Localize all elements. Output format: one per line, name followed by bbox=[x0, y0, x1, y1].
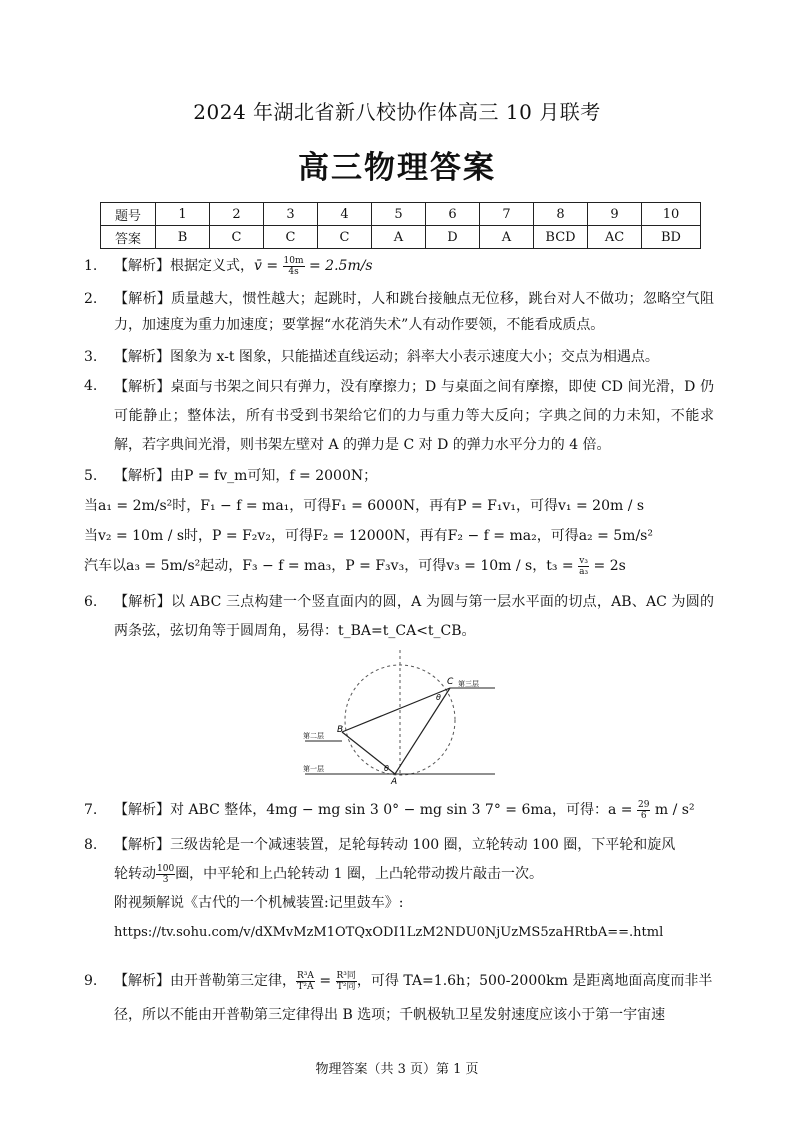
item-text: 【解析】图象为 x-t 图象，只能描述直线运动；斜率大小表示速度大小；交点为相遇点。 bbox=[114, 349, 659, 365]
answer-cell: AC bbox=[588, 226, 642, 249]
explanation-item-3 bbox=[84, 344, 714, 370]
item-text: 【解析】根据定义式， bbox=[114, 258, 254, 274]
table-header-cell: 答案 bbox=[101, 226, 156, 249]
item-text: = bbox=[314, 973, 336, 989]
answer-cell: C bbox=[210, 226, 264, 249]
denominator: T²同 bbox=[336, 981, 356, 992]
answer-table bbox=[100, 202, 701, 249]
page-footer: 物理答案（共 3 页）第 1 页 bbox=[315, 1062, 479, 1077]
formula: = 2.5m/s bbox=[304, 258, 373, 274]
video-link[interactable]: https://tv.sohu.com/v/dXMvMzM1OTQxODI1LzM2NDU0NjUzMS5zaHRtbA==.html bbox=[114, 925, 664, 940]
numerator: R³同 bbox=[336, 970, 356, 981]
item-number: 4. bbox=[84, 378, 98, 394]
explanation-item-5 bbox=[84, 461, 714, 581]
item-number: 2. bbox=[84, 291, 98, 307]
item-text: 当v₂ = 10m / s时，P = F₂v₂，可得F₂ = 12000N，再有F₂ − f = ma₂，可得a₂ = 5m/s² bbox=[84, 528, 653, 544]
denominator: a₃ bbox=[579, 566, 589, 577]
item-text: 附视频解说《古代的一个机械装置:记里鼓车》: bbox=[114, 895, 404, 911]
item-text: 径，所以不能由开普勒第三定律得出 B 选项；千帆极轨卫星发射速度应该小于第一宇宙速 bbox=[114, 1007, 666, 1023]
item-number: 5. bbox=[84, 468, 98, 484]
fraction bbox=[156, 864, 175, 885]
answer-cell: D bbox=[426, 226, 480, 249]
item-number: 3. bbox=[84, 349, 98, 365]
item-text: 【解析】由P = fv_m可知，f = 2000N； bbox=[114, 468, 378, 484]
question-number-cell: 1 bbox=[156, 203, 210, 226]
question-number-cell: 8 bbox=[534, 203, 588, 226]
item-text: 【解析】桌面与书架之间只有弹力，没有摩擦力；D 与桌面之间有摩擦，即使 CD 间光滑，D 仍可能静止；整体法，所有书受到书架给它们的力与重力等大反向；字典之间的力未知，不能求解，若字典间光滑，则书架左壁对 A 的弹力是 C 对 D 的弹力水平分力的 4 倍。 bbox=[114, 379, 714, 453]
numerator: v₃ bbox=[579, 555, 588, 566]
layer3-label: 第三层 bbox=[458, 680, 479, 688]
document-subtitle: 高三物理答案 bbox=[298, 150, 496, 186]
item-text: 汽车以a₃ = 5m/s²起动，F₃ − f = ma₃，P = F₃v₃，可得v₃ = 10m / s，t₃ = bbox=[84, 558, 579, 574]
question-number-cell: 2 bbox=[210, 203, 264, 226]
table-header-cell: 题号 bbox=[101, 203, 156, 226]
theta-label: θ bbox=[436, 693, 441, 702]
explanation-item-8 bbox=[84, 831, 714, 947]
explanation-item-7 bbox=[84, 797, 714, 823]
fraction bbox=[578, 556, 589, 577]
item-number: 6. bbox=[84, 594, 98, 610]
item-number: 7. bbox=[84, 802, 98, 818]
explanation-item-1 bbox=[84, 253, 714, 279]
item-text: = 2s bbox=[589, 558, 626, 574]
answer-cell: A bbox=[480, 226, 534, 249]
explanation-item-2 bbox=[84, 286, 714, 338]
question-number-cell: 3 bbox=[264, 203, 318, 226]
answer-row bbox=[101, 226, 701, 249]
explanation-item-9 bbox=[84, 964, 714, 1032]
denominator: 6 bbox=[640, 810, 647, 821]
denominator: 3 bbox=[162, 874, 169, 885]
chord-ca bbox=[395, 688, 450, 774]
layer1-label: 第一层 bbox=[303, 765, 324, 773]
item-number: 8. bbox=[84, 837, 98, 853]
fraction bbox=[296, 971, 315, 992]
numerator: R³A bbox=[297, 970, 314, 981]
question-number-cell: 5 bbox=[372, 203, 426, 226]
item-number: 9. bbox=[84, 973, 98, 989]
point-a-label: A bbox=[391, 777, 398, 785]
denominator: T²A bbox=[297, 981, 314, 992]
question-number-row bbox=[101, 203, 701, 226]
explanation-item-6 bbox=[84, 588, 714, 646]
point-c-label: C bbox=[447, 677, 454, 687]
answer-cell: B bbox=[156, 226, 210, 249]
item-text: ，可得 TA=1.6h；500-2000km 是距离地面高度而非半 bbox=[356, 973, 713, 989]
item-text: 当a₁ = 2m/s²时，F₁ − f = ma₁，可得F₁ = 6000N，再有P = F₁v₁，可得v₁ = 20m / s bbox=[84, 498, 645, 514]
fraction bbox=[637, 800, 650, 821]
item-text: m / s² bbox=[650, 802, 695, 818]
fraction bbox=[283, 256, 305, 277]
item-text: 圈，中平轮和上凸轮转动 1 圈，上凸轮带动拨片敲击一次。 bbox=[175, 866, 543, 882]
numerator: 100 bbox=[157, 863, 175, 874]
question-number-cell: 10 bbox=[642, 203, 701, 226]
denominator: 4s bbox=[288, 266, 299, 277]
answer-cell: C bbox=[264, 226, 318, 249]
numerator: 29 bbox=[637, 799, 650, 810]
explanation-item-4 bbox=[84, 373, 714, 460]
answer-cell: BCD bbox=[534, 226, 588, 249]
fraction bbox=[336, 971, 357, 992]
chord-bc bbox=[342, 688, 450, 732]
item-text: 【解析】质量越大，惯性越大；起跳时，人和跳台接触点无位移，跳台对人不做功；忽略空气阻力，加速度为重力加速度；要掌握“水花消失术”人有动作要领，不能看成质点。 bbox=[114, 291, 714, 333]
formula: v̄ = bbox=[254, 258, 283, 274]
numerator: 10m bbox=[283, 255, 304, 266]
point-b-label: B bbox=[337, 725, 344, 735]
question-number-cell: 6 bbox=[426, 203, 480, 226]
circle-diagram bbox=[300, 640, 500, 785]
item-text: 【解析】对 ABC 整体，4mg − mg sin 3 0° − mg sin 3 7° = 6ma，可得：a = bbox=[114, 802, 637, 818]
layer2-label: 第二层 bbox=[303, 732, 324, 740]
theta-label: θ bbox=[384, 764, 389, 773]
document-title: 2024 年湖北省新八校协作体高三 10 月联考 bbox=[193, 100, 601, 124]
item-text: 轮转动 bbox=[114, 866, 156, 882]
answer-cell: C bbox=[318, 226, 372, 249]
item-number: 1. bbox=[84, 258, 98, 274]
item-text: 【解析】三级齿轮是一个减速装置，足轮每转动 100 圈，立轮转动 100 圈，下平轮和旋风 bbox=[114, 837, 676, 853]
item-text: 【解析】以 ABC 三点构建一个竖直面内的圆，A 为圆与第一层水平面的切点，AB、AC 为圆的两条弦，弦切角等于圆周角，易得：t_BA=t_CA<t_CB。 bbox=[114, 594, 714, 639]
answer-cell: BD bbox=[642, 226, 701, 249]
question-number-cell: 4 bbox=[318, 203, 372, 226]
answer-cell: A bbox=[372, 226, 426, 249]
question-number-cell: 9 bbox=[588, 203, 642, 226]
question-number-cell: 7 bbox=[480, 203, 534, 226]
item-text: 【解析】由开普勒第三定律， bbox=[114, 973, 296, 989]
